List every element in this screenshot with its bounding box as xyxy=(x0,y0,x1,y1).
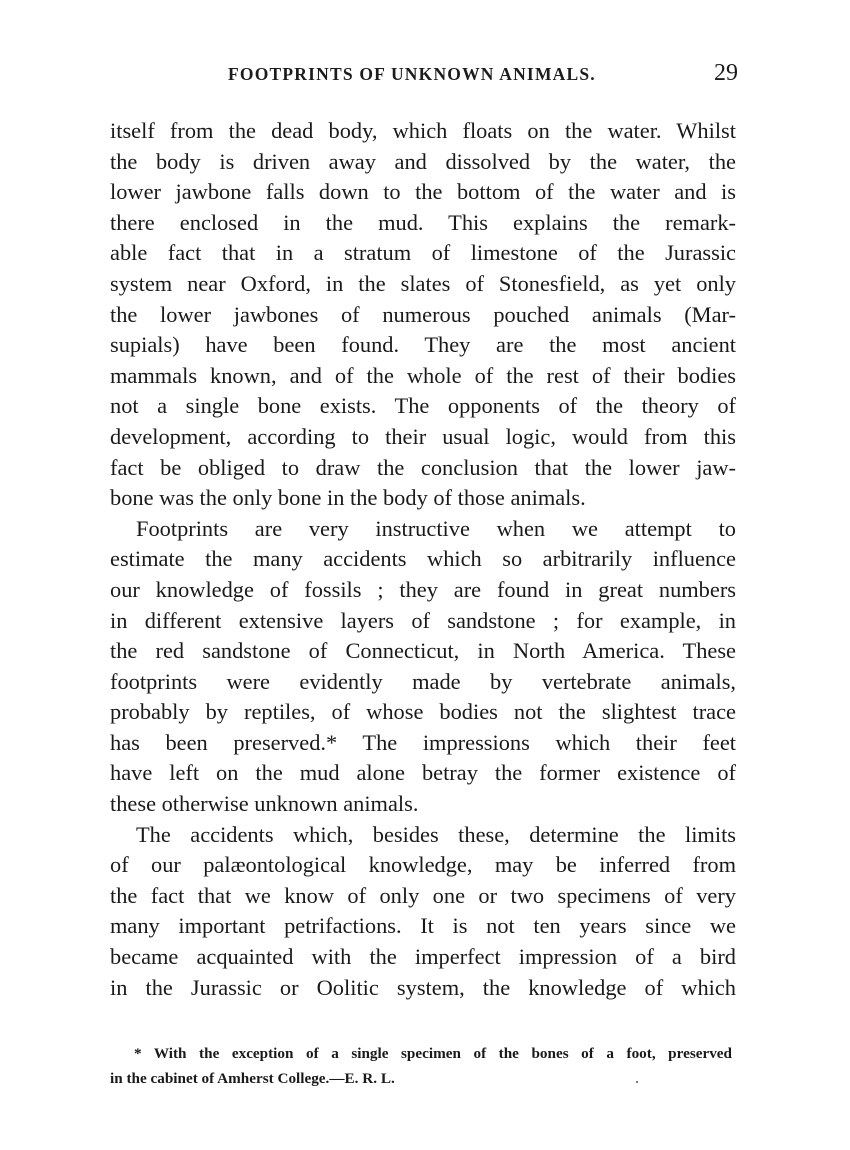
text-line: fact be obliged to draw the conclusion that the lower jaw- xyxy=(110,454,736,480)
running-head xyxy=(228,60,738,90)
text-line: lower jawbone falls down to the bottom of the water and is xyxy=(110,179,736,205)
text-line: these otherwise unknown animals. xyxy=(110,791,419,817)
paragraph-2 xyxy=(110,514,736,820)
text-line: mammals known, and of the whole of the rest of their bodies xyxy=(110,362,736,388)
body-text xyxy=(110,116,736,1003)
paragraph-1 xyxy=(110,116,736,514)
text-line: the body is driven away and dissolved by the water, the xyxy=(110,148,736,174)
text-line: in different extensive layers of sandstone ; for example, in xyxy=(110,607,736,633)
text-line: many important petrifactions. It is not ten years since we xyxy=(110,913,736,939)
text-line: has been preserved.* The impressions which their feet xyxy=(110,729,736,755)
text-line: Footprints are very instructive when we attempt to xyxy=(136,515,736,541)
text-line: The accidents which, besides these, determine the limits xyxy=(136,821,736,847)
footnote-line: * With the exception of a single specimen of the bones of a foot, preserved xyxy=(134,1045,732,1062)
text-line: footprints were evidently made by vertebrate animals, xyxy=(110,668,736,694)
text-line: system near Oxford, in the slates of Stonesfield, as yet only xyxy=(110,270,736,296)
text-line: have left on the mud alone betray the former existence of xyxy=(110,760,736,786)
paragraph-3 xyxy=(110,820,736,1004)
text-line: our knowledge of fossils ; they are found in great numbers xyxy=(110,576,736,602)
running-title: FOOTPRINTS OF UNKNOWN ANIMALS. xyxy=(228,64,596,84)
text-line: the fact that we know of only one or two specimens of very xyxy=(110,882,736,908)
text-line: in the Jurassic or Oolitic system, the knowledge of which xyxy=(110,974,736,1000)
text-line: bone was the only bone in the body of those animals. xyxy=(110,485,586,511)
text-line: became acquainted with the imperfect impression of a bird xyxy=(110,944,736,970)
text-line: there enclosed in the mud. This explains the remark- xyxy=(110,209,736,235)
text-line: supials) have been found. They are the most ancient xyxy=(110,332,736,358)
text-line: not a single bone exists. The opponents of the theory of xyxy=(110,393,736,419)
text-line: the red sandstone of Connecticut, in North America. These xyxy=(110,638,736,664)
text-line: development, according to their usual logic, would from this xyxy=(110,423,736,449)
text-line: probably by reptiles, of whose bodies not the slightest trace xyxy=(110,699,736,725)
page-number: 29 xyxy=(714,60,738,86)
text-line: itself from the dead body, which floats on the water. Whilst xyxy=(110,118,736,143)
text-line: able fact that in a stratum of limestone of the Jurassic xyxy=(110,240,736,266)
footnote-line: in the cabinet of Amherst College.—E. R. L. xyxy=(110,1069,395,1087)
text-line: estimate the many accidents which so arbitrarily influence xyxy=(110,546,736,572)
footnote xyxy=(110,1042,732,1091)
text-line: the lower jawbones of numerous pouched animals (Mar- xyxy=(110,301,736,327)
print-speck xyxy=(636,1081,638,1083)
text-line: of our palæontological knowledge, may be inferred from xyxy=(110,852,736,878)
